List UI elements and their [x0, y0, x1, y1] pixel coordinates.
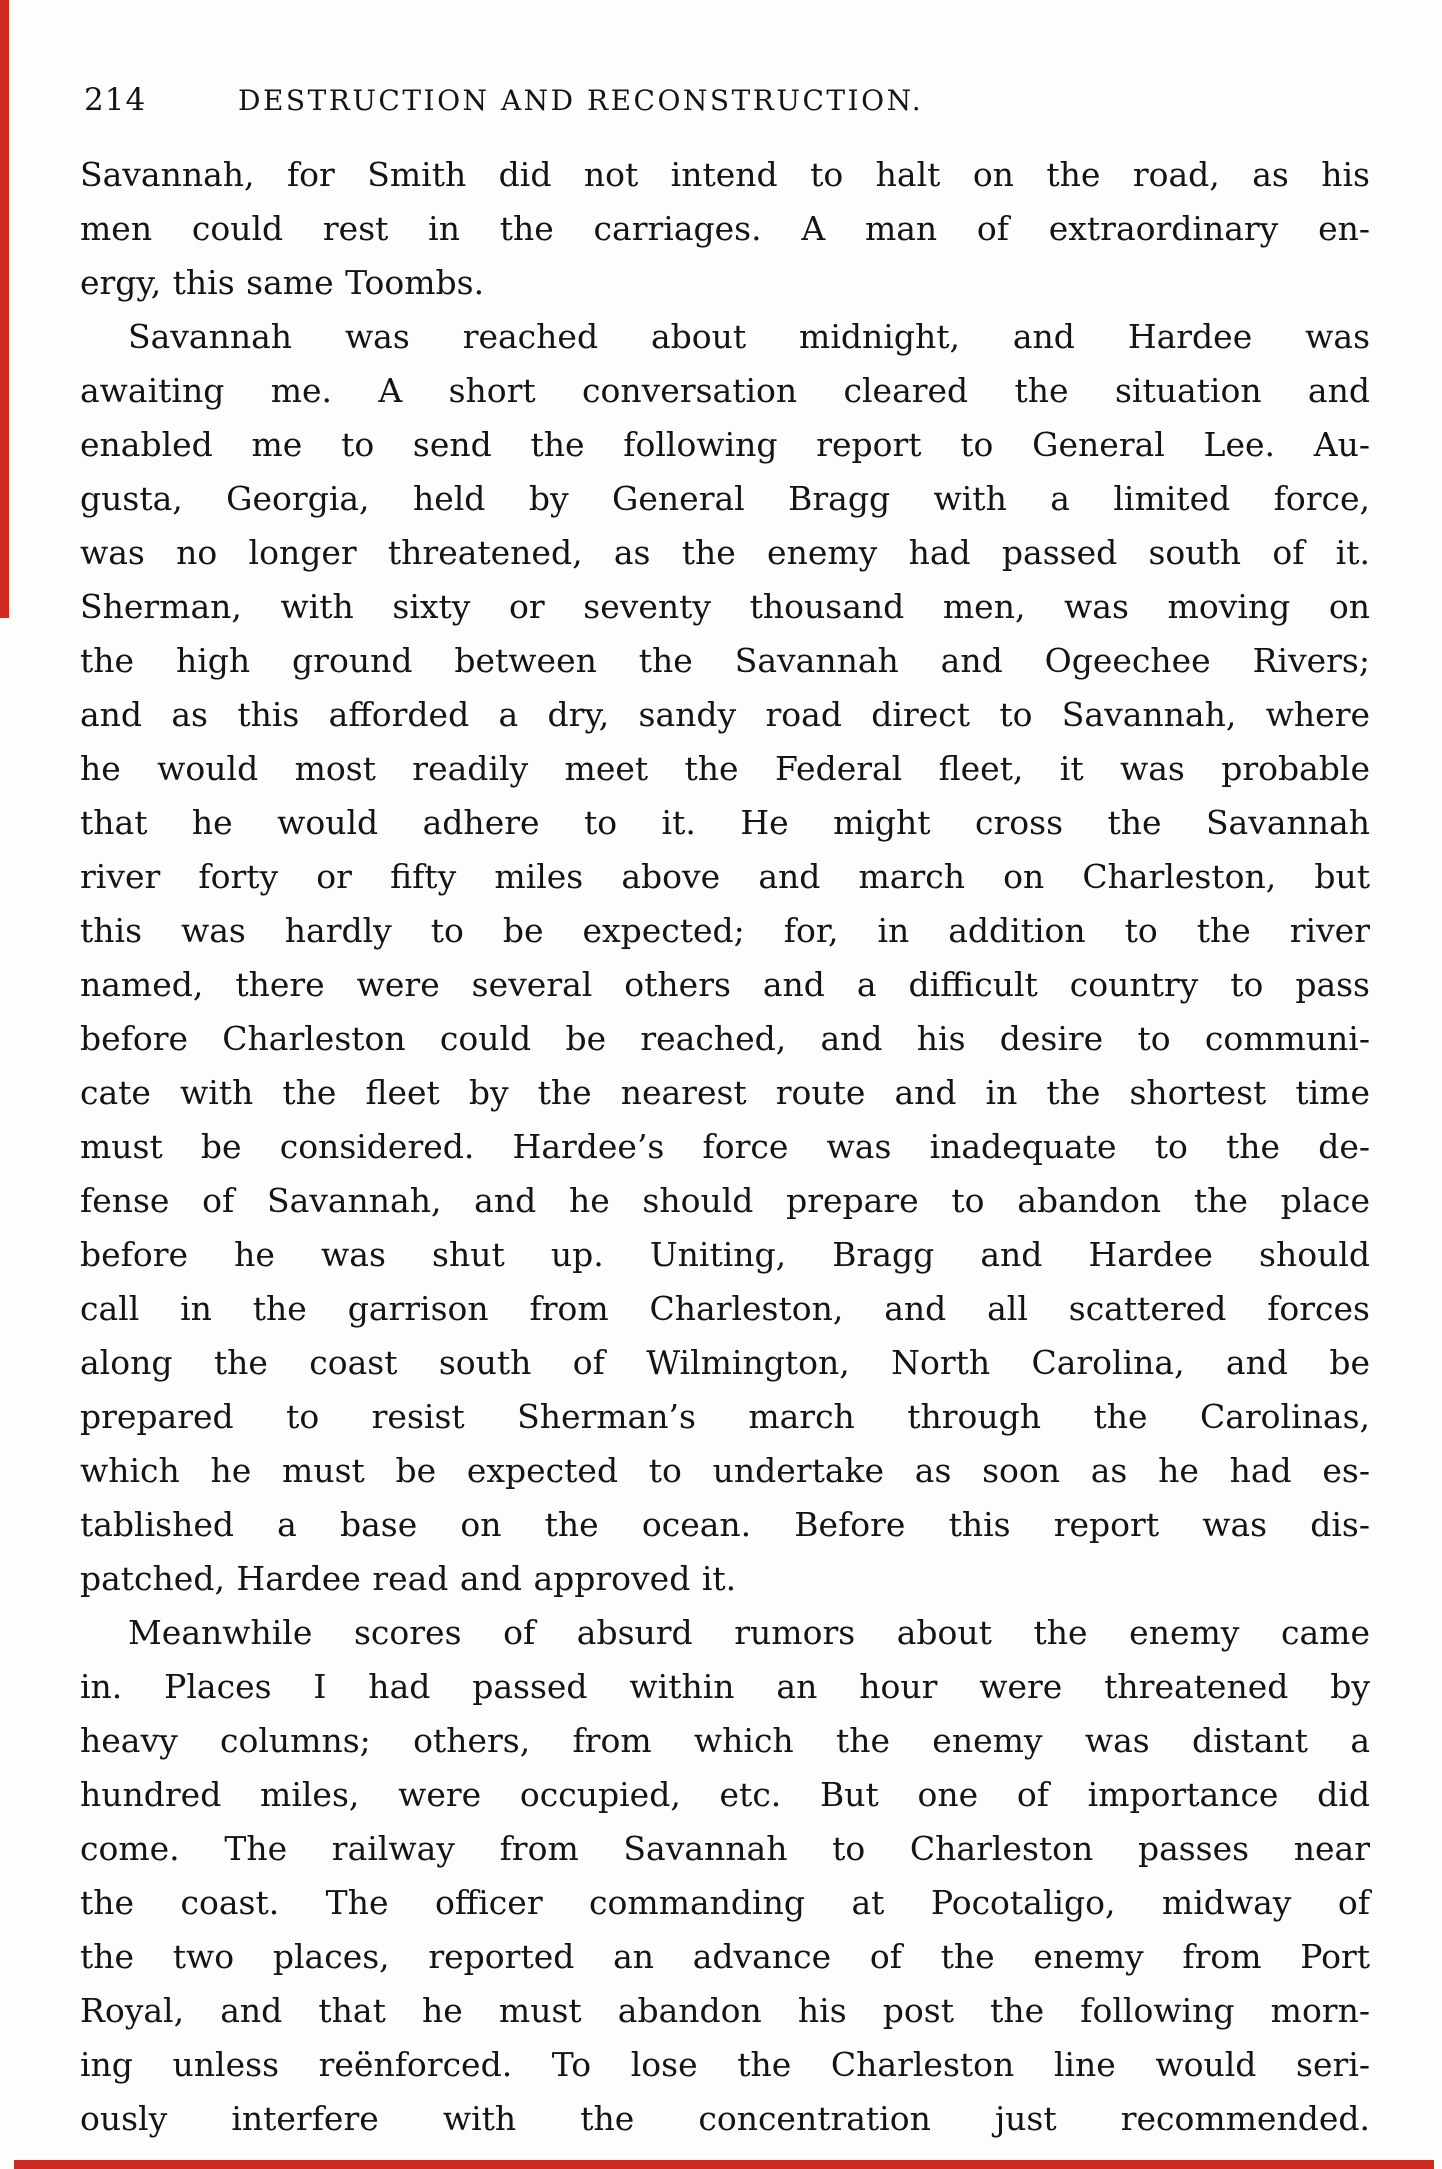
text-line: named, there were several others and a difficult country to pass	[80, 965, 1370, 1004]
text-line: Royal, and that he must abandon his post the following morn-	[80, 1991, 1370, 2030]
text-line: enabled me to send the following report to General Lee. Au-	[80, 425, 1370, 464]
running-header	[0, 82, 1442, 122]
page-number: 214	[84, 82, 147, 118]
text-line: Sherman, with sixty or seventy thousand men, was moving on	[80, 587, 1370, 626]
running-title: DESTRUCTION AND RECONSTRUCTION.	[238, 84, 924, 117]
text-line: must be considered. Hardee’s force was inadequate to the de-	[80, 1127, 1370, 1166]
text-line: before Charleston could be reached, and his desire to communi-	[80, 1019, 1370, 1058]
text-line: Meanwhile scores of absurd rumors about the enemy came	[128, 1613, 1370, 1652]
text-line: awaiting me. A short conversation cleared the situation and	[80, 371, 1370, 410]
text-line: prepared to resist Sherman’s march through the Carolinas,	[80, 1397, 1370, 1436]
text-line: heavy columns; others, from which the enemy was distant a	[80, 1721, 1370, 1760]
scan-edge-artifact-bottom	[14, 2160, 1434, 2169]
text-line: call in the garrison from Charleston, and all scattered forces	[80, 1289, 1370, 1328]
paragraph	[80, 310, 1370, 1606]
text-line: before he was shut up. Uniting, Bragg and Hardee should	[80, 1235, 1370, 1274]
paragraph	[80, 1606, 1370, 2146]
text-line: the coast. The officer commanding at Pocotaligo, midway of	[80, 1883, 1370, 1922]
text-line: in. Places I had passed within an hour were threatened by	[80, 1667, 1370, 1706]
text-line: the high ground between the Savannah and Ogeechee Rivers;	[80, 641, 1370, 680]
text-line: which he must be expected to undertake as soon as he had es-	[80, 1451, 1370, 1490]
text-line: cate with the fleet by the nearest route and in the shortest time	[80, 1073, 1370, 1112]
text-line: he would most readily meet the Federal fleet, it was probable	[80, 749, 1370, 788]
text-line: tablished a base on the ocean. Before this report was dis-	[80, 1505, 1370, 1544]
text-line: ing unless reënforced. To lose the Charleston line would seri-	[80, 2045, 1370, 2084]
text-block	[80, 148, 1370, 2146]
text-line: hundred miles, were occupied, etc. But one of importance did	[80, 1775, 1370, 1814]
text-line: and as this afforded a dry, sandy road direct to Savannah, where	[80, 695, 1370, 734]
text-line: patched, Hardee read and approved it.	[80, 1559, 737, 1598]
text-line: Savannah, for Smith did not intend to halt on the road, as his	[80, 155, 1370, 194]
text-line: gusta, Georgia, held by General Bragg with a limited force,	[80, 479, 1370, 518]
text-line: ergy, this same Toombs.	[80, 263, 485, 302]
paragraph	[80, 148, 1370, 310]
text-line: river forty or fifty miles above and march on Charleston, but	[80, 857, 1370, 896]
text-line: fense of Savannah, and he should prepare to abandon the place	[80, 1181, 1370, 1220]
text-line: ously interfere with the concentration just recommended.	[80, 2099, 1370, 2138]
text-line: Savannah was reached about midnight, and Hardee was	[128, 317, 1370, 356]
text-line: this was hardly to be expected; for, in addition to the river	[80, 911, 1370, 950]
text-line: was no longer threatened, as the enemy had passed south of it.	[80, 533, 1370, 572]
text-line: men could rest in the carriages. A man of extraordinary en-	[80, 209, 1370, 248]
text-line: along the coast south of Wilmington, North Carolina, and be	[80, 1343, 1370, 1382]
text-line: that he would adhere to it. He might cross the Savannah	[80, 803, 1370, 842]
text-line: come. The railway from Savannah to Charleston passes near	[80, 1829, 1370, 1868]
text-line: the two places, reported an advance of the enemy from Port	[80, 1937, 1370, 1976]
